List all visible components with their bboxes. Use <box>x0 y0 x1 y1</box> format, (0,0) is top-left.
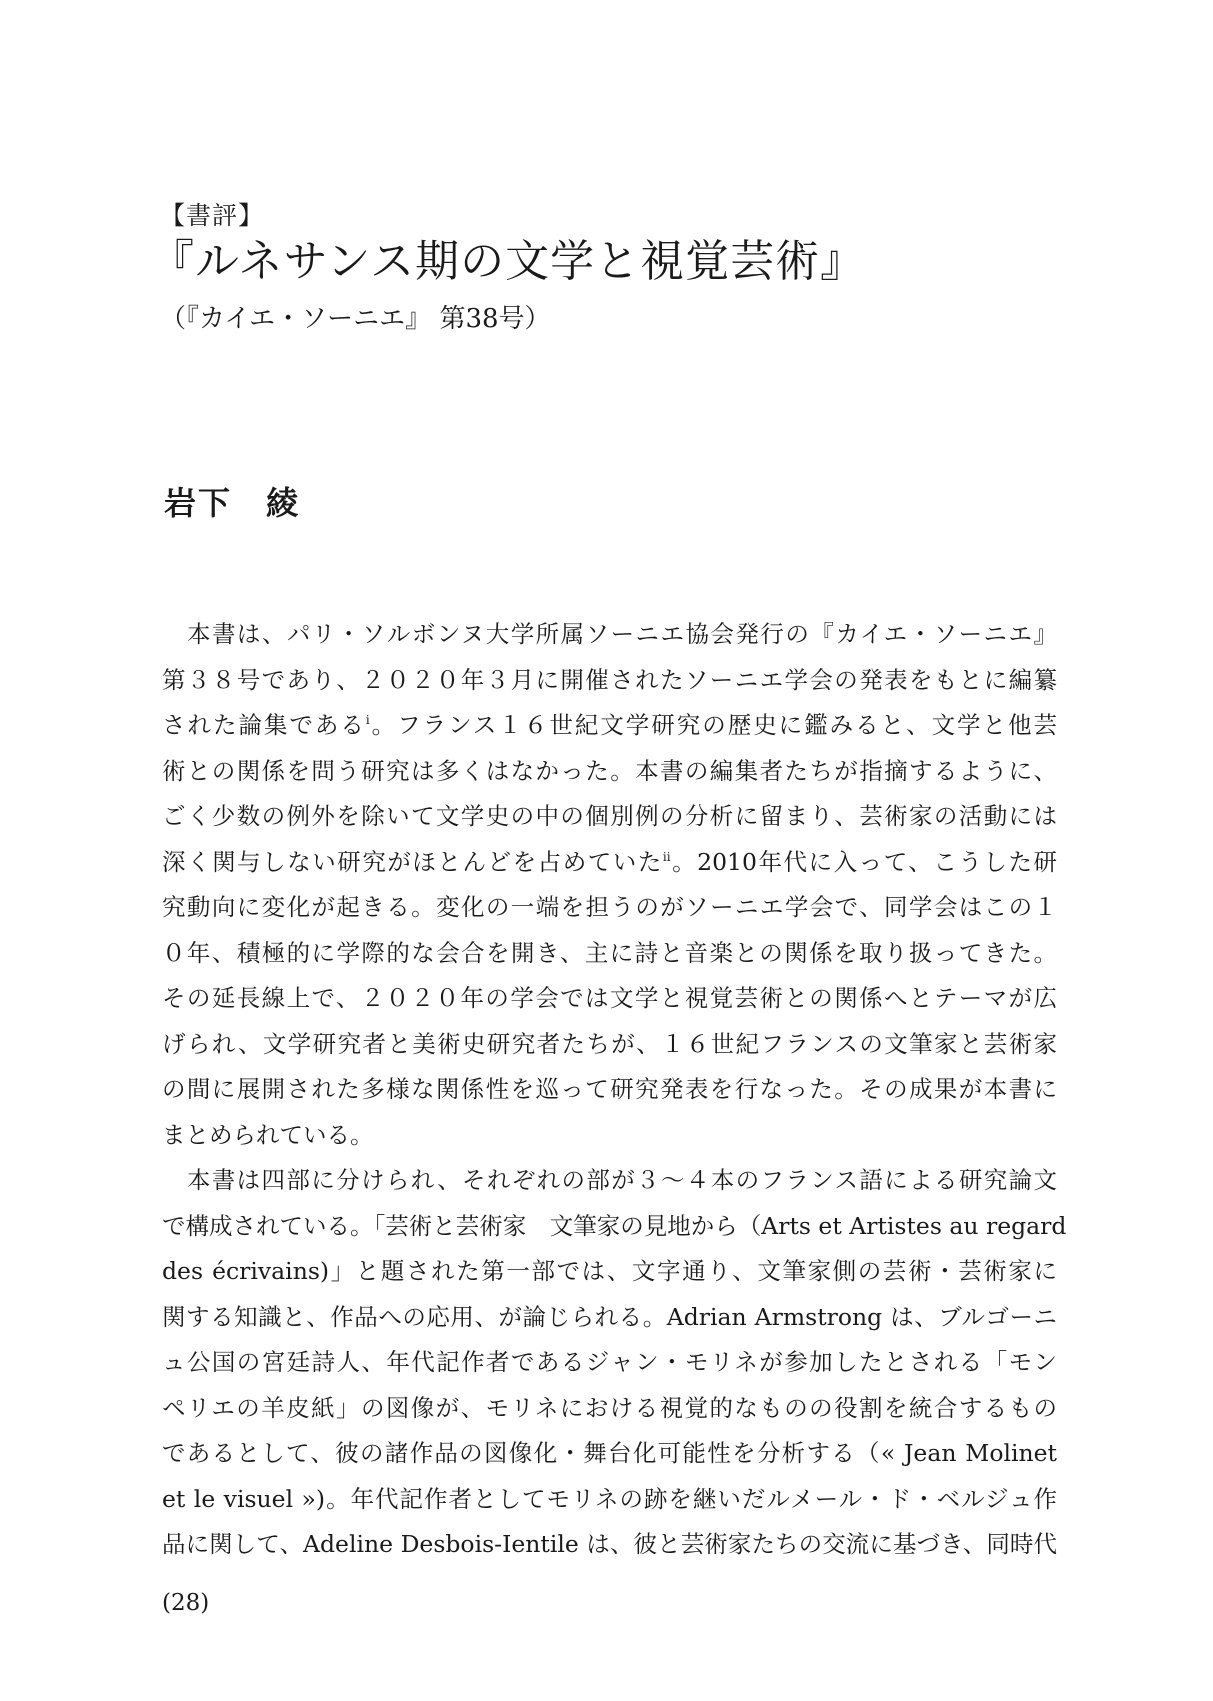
text-line: et le visuel »)。年代記作者としてモリネの跡を継いだルメール・ド・ベルジュ作 <box>162 1484 1057 1513</box>
text-segment: 。フランス１６世紀文学研究の歴史に鑑みると、文学と他芸 <box>369 711 1058 739</box>
author-name: 岩下 綾 <box>164 484 301 522</box>
text-line: ペリエの羊皮紙」の図像が、モリネにおける視覚的なものの役割を統合するもの <box>162 1393 1057 1422</box>
text-line: 術との関係を問う研究は多くはなかった。本書の編集者たちが指摘するように、 <box>162 756 1057 785</box>
footnote-marker: i <box>365 713 370 728</box>
text-line: 究動向に変化が起きる。変化の一端を担うのがソーニエ学会で、同学会はこの１ <box>162 893 1057 921</box>
text-line: その延長線上で、２０２０年の学会では文学と視覚芸術との関係へとテーマが広 <box>162 984 1057 1012</box>
paragraph <box>162 612 1057 1158</box>
text-line: 品に関して、Adeline Desbois-Ientile は、彼と芸術家たちの交流に基づき、同時代 <box>162 1530 1057 1558</box>
text-line: 本書は四部に分けられ、それぞれの部が３〜４本のフランス語による研究論文 <box>162 1166 1057 1194</box>
text-line: の間に展開された多様な関係性を巡って研究発表を行なった。その成果が本書に <box>162 1075 1057 1103</box>
text-line: ０年、積極的に学際的な会合を開き、主に詩と音楽との関係を取り扱ってきた。 <box>162 938 1057 967</box>
text-line <box>162 703 1057 749</box>
text-line: ごく少数の例外を除いて文学史の中の個別例の分析に留まり、芸術家の活動には <box>162 802 1057 830</box>
text-line: des écrivains)」と題された第一部では、文字通り、文筆家側の芸術・芸術家に <box>162 1257 1057 1285</box>
text-segment: された論集である <box>162 711 366 739</box>
text-line: ュ公国の宮廷詩人、年代記作者であるジャン・モリネが参加したとされる「モン <box>162 1348 1057 1376</box>
text-line <box>162 840 1057 886</box>
text-line: まとめられている。 <box>162 1120 374 1149</box>
text-segment: 深く関与しない研究がほとんどを占めていた <box>162 847 663 876</box>
text-line: で構成されている。「芸術と芸術家 文筆家の見地から（Arts et Artistes au regard <box>162 1211 1067 1240</box>
text-line: 関する知識と、作品への応用、が論じられる。Adrian Armstrong は、ブルゴーニ <box>162 1302 1057 1331</box>
footnote-marker: ii <box>662 849 671 864</box>
book-title: 『ルネサンス期の文学と視覚芸術』 <box>150 236 866 287</box>
text-line: であるとして、彼の諸作品の図像化・舞台化可能性を分析する（« Jean Molinet <box>162 1439 1057 1467</box>
text-segment: 。2010年代に入って、こうした研 <box>670 847 1058 876</box>
section-label: 【書評】 <box>160 201 265 230</box>
text-line: 第３８号であり、２０２０年３月に開催されたソーニエ学会の発表をもとに編纂 <box>162 665 1057 694</box>
article-body <box>162 612 1067 1568</box>
paragraph <box>162 1158 1067 1568</box>
page-number: (28) <box>162 1590 210 1616</box>
text-line: 本書は、パリ・ソルボンヌ大学所属ソーニエ協会発行の『カイエ・ソーニエ』 <box>162 620 1057 648</box>
text-line: げられ、文学研究者と美術史研究者たちが、１６世紀フランスの文筆家と芸術家 <box>162 1029 1057 1058</box>
book-subtitle: （『カイエ・ソーニエ』 第38号） <box>160 304 551 334</box>
